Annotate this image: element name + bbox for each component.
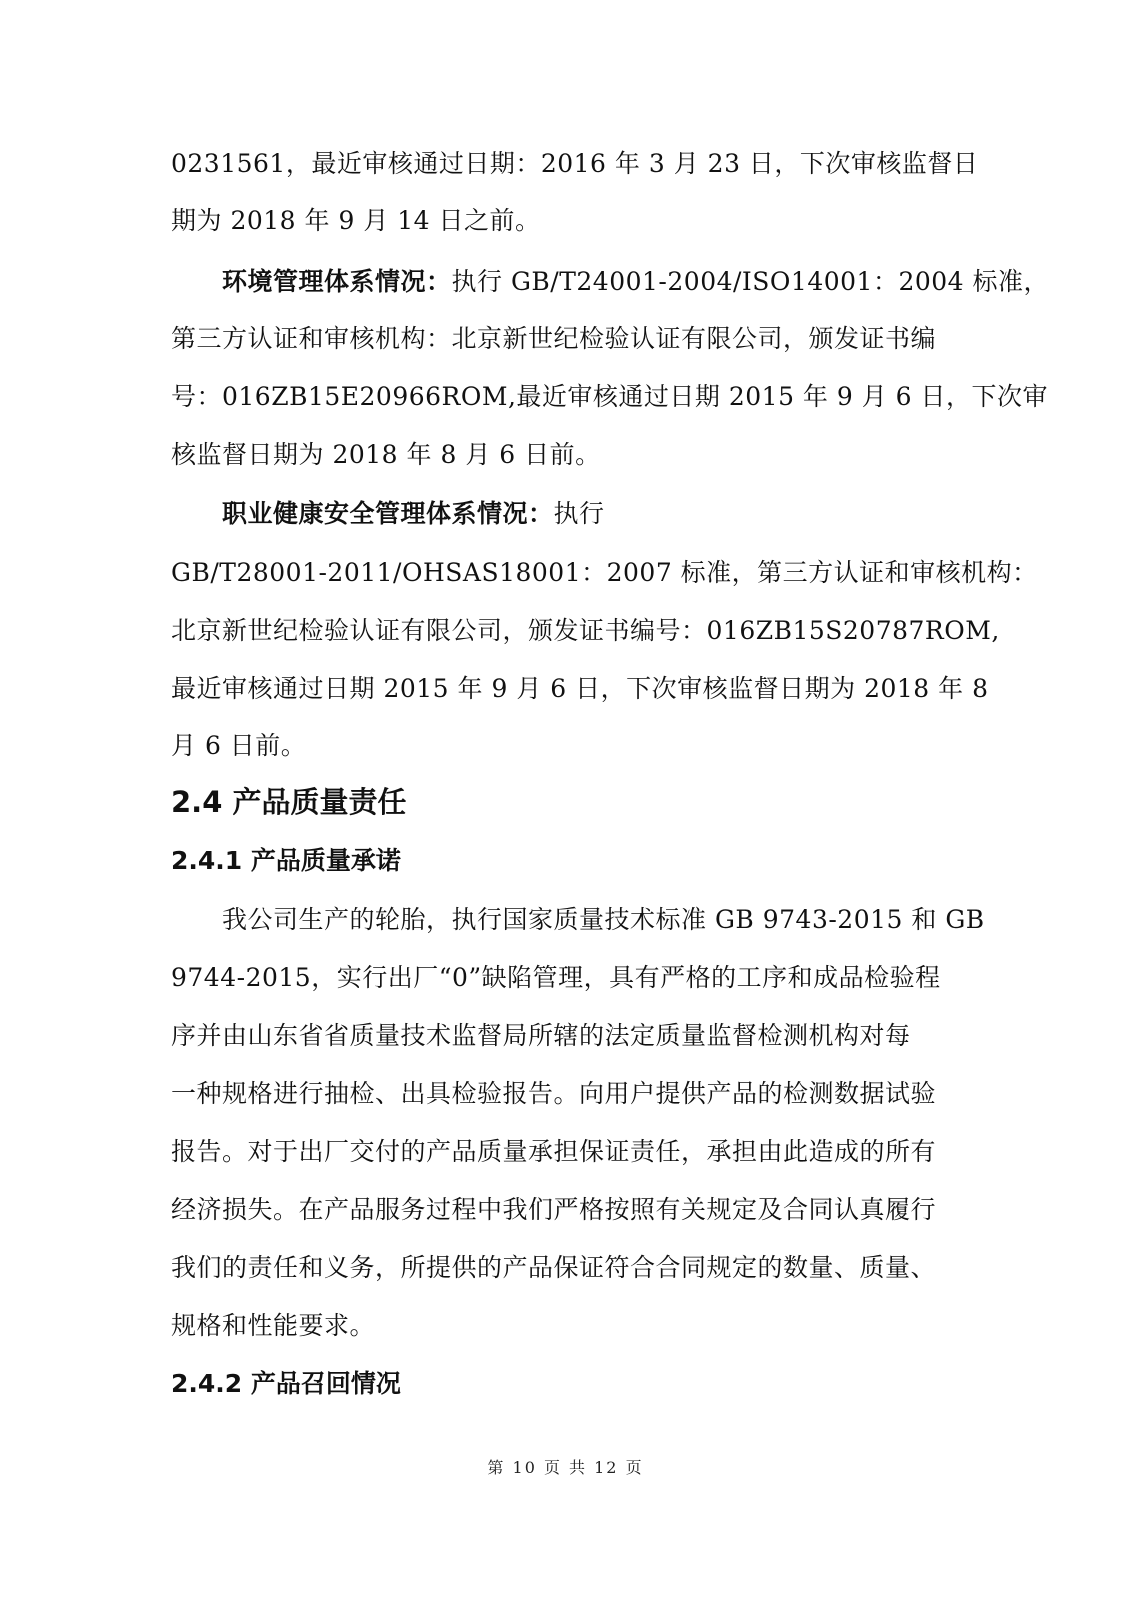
- environment-paragraph-line-1: [222, 266, 1049, 298]
- ohs-heading: 职业健康安全管理体系情况：: [222, 499, 554, 528]
- quality-line-4: 一种规格进行抽检、出具检验报告。向用户提供产品的检测数据试验: [171, 1079, 937, 1108]
- quality-line-2: 9744-2015，实行出厂“0”缺陷管理，具有严格的工序和成品检验程: [171, 963, 941, 992]
- ohs-line-3: 北京新世纪检验认证有限公司，颁发证书编号：016ZB15S20787ROM,: [171, 616, 1000, 645]
- cert-line-2: 期为 2018 年 9 月 14 日之前。: [171, 206, 541, 235]
- ohs-paragraph-line-1: [222, 498, 605, 530]
- section-2-4-1-title: 2.4.1 产品质量承诺: [171, 846, 401, 875]
- quality-line-3: 序并由山东省省质量技术监督局所辖的法定质量监督检测机构对每: [171, 1021, 911, 1050]
- quality-line-6: 经济损失。在产品服务过程中我们严格按照有关规定及合同认真履行: [171, 1195, 937, 1224]
- environment-line-2: 第三方认证和审核机构：北京新世纪检验认证有限公司，颁发证书编: [171, 324, 937, 353]
- section-2-4-title: 2.4 产品质量责任: [171, 785, 407, 819]
- quality-line-7: 我们的责任和义务，所提供的产品保证符合合同规定的数量、质量、: [171, 1253, 937, 1282]
- cert-line-1: 0231561，最近审核通过日期：2016 年 3 月 23 日，下次审核监督日: [171, 149, 979, 178]
- environment-heading: 环境管理体系情况：: [222, 267, 452, 296]
- ohs-line-1-text: 执行: [553, 499, 605, 528]
- quality-line-5: 报告。对于出厂交付的产品质量承担保证责任，承担由此造成的所有: [171, 1137, 937, 1166]
- page-number-footer: 第 10 页 共 12 页: [487, 1458, 644, 1477]
- environment-line-1-text: 执行 GB/T24001-2004/ISO14001：2004 标准，: [451, 267, 1050, 296]
- ohs-line-4: 最近审核通过日期 2015 年 9 月 6 日，下次审核监督日期为 2018 年 8: [171, 674, 989, 703]
- environment-line-3: 号：016ZB15E20966ROM,最近审核通过日期 2015 年 9 月 6 日，下次审: [171, 382, 1049, 411]
- quality-line-8: 规格和性能要求。: [171, 1311, 376, 1340]
- ohs-line-2: GB/T28001-2011/OHSAS18001：2007 标准，第三方认证和审核机构：: [171, 558, 1038, 587]
- ohs-line-5: 月 6 日前。: [171, 731, 307, 760]
- quality-line-1: 我公司生产的轮胎，执行国家质量技术标准 GB 9743-2015 和 GB: [222, 905, 985, 934]
- environment-line-4: 核监督日期为 2018 年 8 月 6 日前。: [171, 440, 601, 469]
- section-2-4-2-title: 2.4.2 产品召回情况: [171, 1369, 401, 1398]
